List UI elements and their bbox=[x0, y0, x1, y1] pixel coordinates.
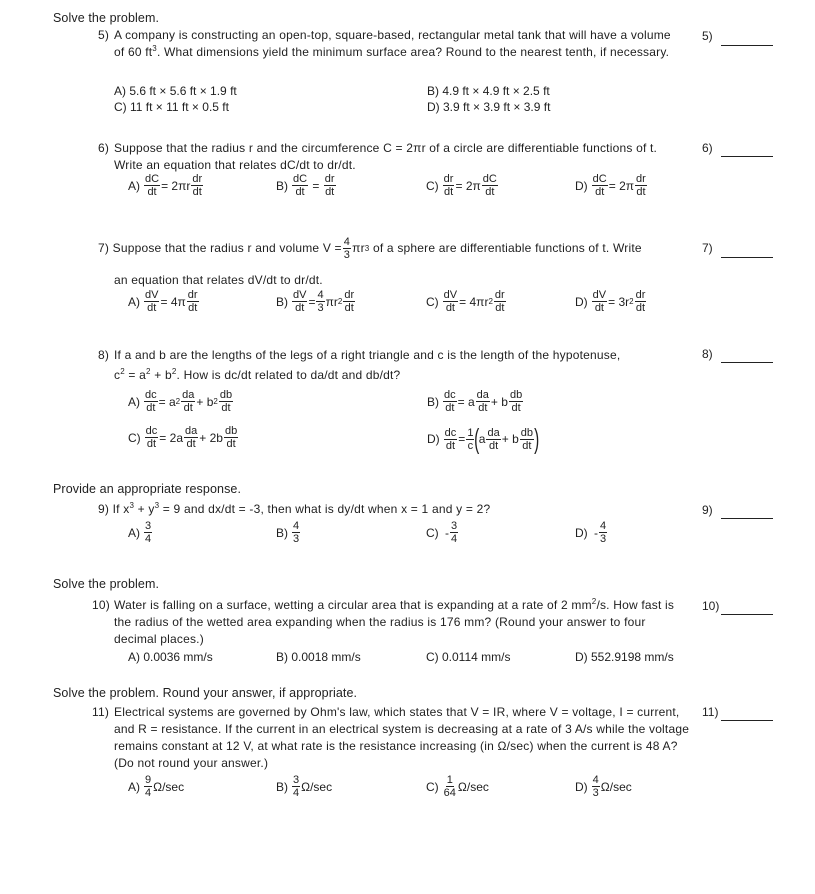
q5-choice-d[interactable]: D) 3.9 ft × 3.9 ft × 3.9 ft bbox=[427, 100, 551, 114]
answer-blank-7[interactable] bbox=[721, 257, 773, 258]
q10-choice-a[interactable]: A) 0.0036 mm/s bbox=[128, 650, 213, 664]
q10-choice-b[interactable]: B) 0.0018 mm/s bbox=[276, 650, 361, 664]
section-header: Provide an appropriate response. bbox=[53, 482, 242, 496]
q6-choice-a[interactable]: A) $\frac{dC}{dt}$ = 2πr $\frac{dr}{dt}$ bbox=[128, 173, 203, 198]
answer-number-8: 8) bbox=[702, 347, 713, 361]
q11-choice-d[interactable]: D) $\frac{4}{3}$ Ω/sec bbox=[575, 774, 632, 799]
q5-choice-b[interactable]: B) 4.9 ft × 4.9 ft × 2.5 ft bbox=[427, 84, 550, 98]
question-10-label: 10) bbox=[92, 598, 110, 612]
answer-number-11: 11) bbox=[702, 705, 719, 719]
answer-number-7: 7) bbox=[702, 241, 713, 255]
answer-blank-11[interactable] bbox=[721, 720, 773, 721]
section-header: Solve the problem. bbox=[53, 11, 160, 25]
section-header: Solve the problem. Round your answer, if appropriate. bbox=[53, 686, 358, 700]
q8-choice-a[interactable]: A) $\frac{dc}{dt}$ = a 2 $\frac{da}{dt}$ + b 2 $\frac{db}{dt}$ bbox=[128, 389, 233, 414]
question-5-text: A company is constructing an open-top, square-based, rectangular metal tank that will have a volume of 60 $ft^3$. What dimensions yield the minimum surface area? Round to the nearest tenth, if necessary. bbox=[114, 28, 671, 59]
question-6-text: Suppose that the radius r and the circumference C = 2πr of a circle are differentiable functions of t. Write an equation that relates dC/dt to dr/dt. bbox=[114, 141, 658, 172]
q11-choice-a[interactable]: A) $\frac{9}{4}$ Ω/sec bbox=[128, 774, 185, 799]
question-11-text: Electrical systems are governed by Ohm's law, which states that V = IR, where V = voltage, I = current, and R = resistance. If the current in an electrical system is decreasing at a rate of 3 A/s while the voltage remains constant at 12 V, at what rate is the resistance increasing (in Ω/sec) when the current is 48 A? (Do not round your answer.) bbox=[114, 705, 690, 770]
q6-choice-d[interactable]: D) $\frac{dC}{dt}$ = 2π $\frac{dr}{dt}$ bbox=[575, 173, 646, 198]
q11-choice-c[interactable]: C) $\frac{1}{64}$ Ω/sec bbox=[426, 774, 489, 799]
q9-choice-c[interactable]: C) - $\frac{3}{4}$ bbox=[426, 520, 458, 545]
q8-choice-c[interactable]: C) $\frac{dc}{dt}$ = 2a $\frac{da}{dt}$ + 2b $\frac{db}{dt}$ bbox=[128, 425, 238, 450]
q7-choice-d[interactable]: D) $\frac{dV}{dt}$ = 3r 2 $\frac{dr}{dt}$ bbox=[575, 289, 646, 314]
question-10-text: Water is falling on a surface, wetting a circular area that is expanding at a rate of 2 $mm^2/s$. How fast is the radius of the wetted area expanding when the radius is 176 mm? (Round your answer to four decimal places.) bbox=[114, 597, 675, 646]
q9-choice-b[interactable]: B) $\frac{4}{3}$ bbox=[276, 520, 300, 545]
q9-choice-a[interactable]: A) $\frac{3}{4}$ bbox=[128, 520, 152, 545]
answer-number-10: 10) bbox=[702, 599, 720, 613]
answer-blank-9[interactable] bbox=[721, 518, 773, 519]
question-8-label: 8) bbox=[98, 348, 110, 362]
question-6-label: 6) bbox=[98, 141, 110, 155]
q8-choice-b[interactable]: B) $\frac{dc}{dt}$ = a $\frac{da}{dt}$ + b $\frac{db}{dt}$ bbox=[427, 389, 523, 414]
q5-choice-c[interactable]: C) 11 ft × 11 ft × 0.5 ft bbox=[114, 100, 229, 114]
answer-blank-8[interactable] bbox=[721, 362, 773, 363]
answer-blank-5[interactable] bbox=[721, 45, 773, 46]
q7-choice-b[interactable]: B) $\frac{dV}{dt}$ = $\frac{4}{3}$ πr 2 $\frac{dr}{dt}$ bbox=[276, 289, 355, 314]
answer-number-6: 6) bbox=[702, 141, 713, 155]
question-11-label: 11) bbox=[92, 705, 110, 719]
q5-choice-a[interactable]: A) 5.6 ft × 5.6 ft × 1.9 ft bbox=[114, 84, 237, 98]
answer-number-5: 5) bbox=[702, 29, 713, 43]
q6-choice-c[interactable]: C) $\frac{dr}{dt}$ = 2π $\frac{dC}{dt}$ bbox=[426, 173, 497, 198]
answer-number-9: 9) bbox=[702, 503, 713, 517]
q11-choice-b[interactable]: B) $\frac{3}{4}$ Ω/sec bbox=[276, 774, 333, 799]
q8-choice-d[interactable]: D) $\frac{dc}{dt}$ = $\frac{1}{c}$ ( a $\frac{da}{dt}$ + b $\frac{db}{dt}$ ) bbox=[427, 423, 540, 454]
question-7-text-line2: an equation that relates dV/dt to dr/dt. bbox=[114, 273, 323, 287]
question-7-text: 7) Suppose that the radius r and volume V = $\frac{4}{3}$ πr 3 of a sphere are differentiable functions of t. Write bbox=[98, 236, 642, 261]
q6-choice-b[interactable]: B) $\frac{dC}{dt}$ = $\frac{dr}{dt}$ bbox=[276, 173, 335, 198]
answer-blank-10[interactable] bbox=[721, 614, 773, 615]
question-8-text: If a and b are the lengths of the legs of a right triangle and c is the length of the hypotenuse, bbox=[114, 348, 621, 362]
q10-choice-d[interactable]: D) 552.9198 mm/s bbox=[575, 650, 674, 664]
section-header: Solve the problem. bbox=[53, 577, 160, 591]
answer-blank-6[interactable] bbox=[721, 156, 773, 157]
q7-choice-a[interactable]: A) $\frac{dV}{dt}$ = 4π $\frac{dr}{dt}$ bbox=[128, 289, 198, 314]
q9-choice-d[interactable]: D) - $\frac{4}{3}$ bbox=[575, 520, 607, 545]
q10-choice-c[interactable]: C) 0.0114 mm/s bbox=[426, 650, 511, 664]
q7-choice-c[interactable]: C) $\frac{dV}{dt}$ = 4πr 2 $\frac{dr}{dt}$ bbox=[426, 289, 505, 314]
question-9-text: 9) If $x^3 + y^3 = 9$ and dx/dt = -3, then what is dy/dt when x = 1 and y = 2? bbox=[98, 501, 491, 516]
question-8-text-line2: $c^2 = a^2 + b^2$. How is dc/dt related to da/dt and db/dt? bbox=[114, 367, 401, 382]
question-5-label: 5) bbox=[98, 28, 110, 42]
